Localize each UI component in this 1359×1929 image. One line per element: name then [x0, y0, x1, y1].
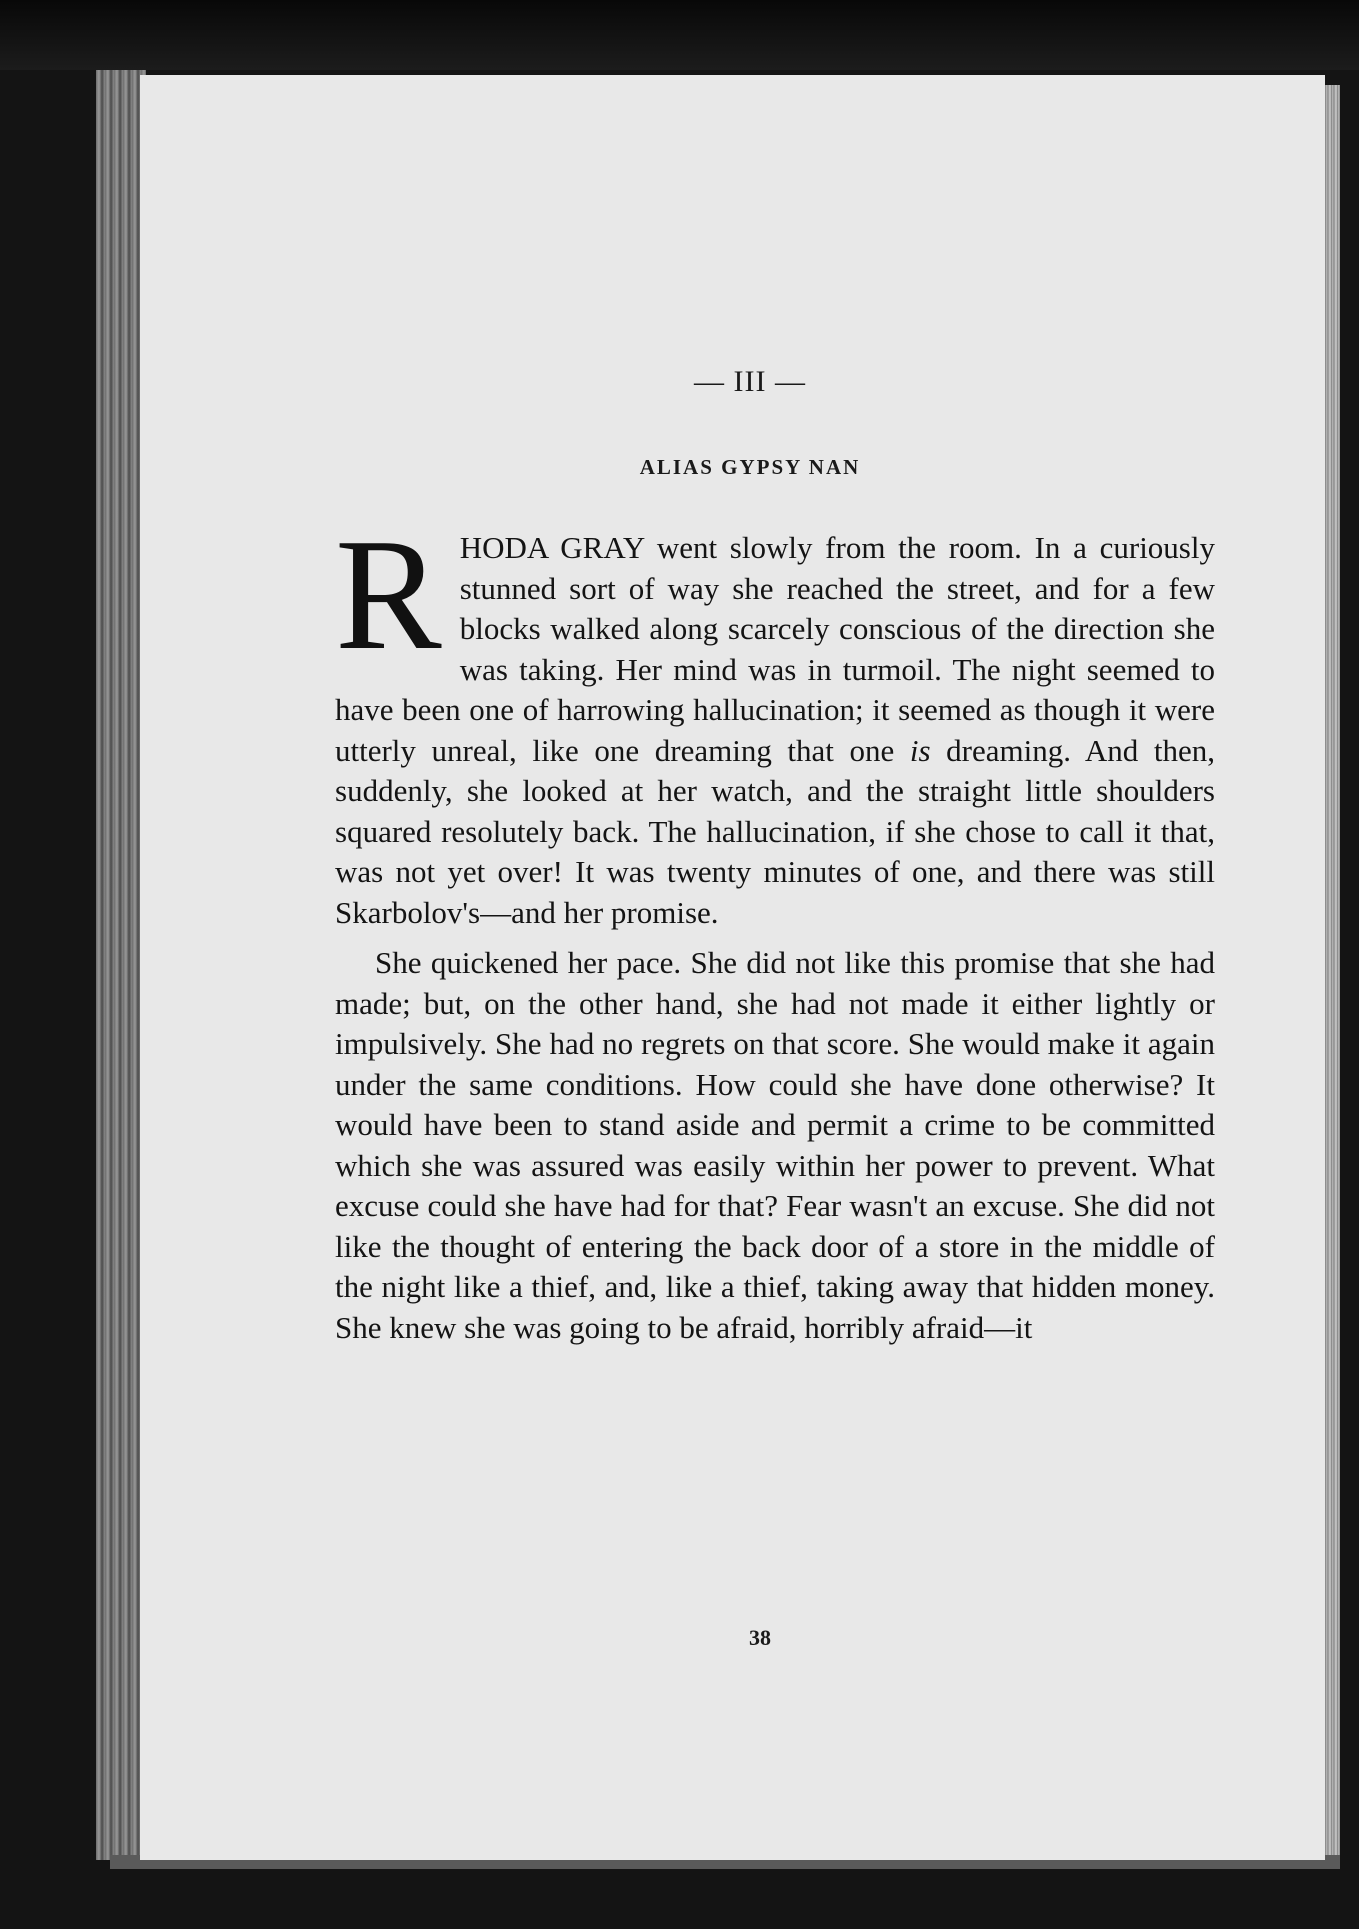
- paragraph-text-continued: dreaming. And then, suddenly, she looked at her watch, and the straight little shoulders squared resolutely back. The hallucination, if she chose to call it that, was not yet over! It was twenty minutes of one, and there was still Skarbolov's—and her promise.: [335, 732, 1215, 930]
- paragraph: [335, 505, 1215, 933]
- lead-in-text: HODA GRAY: [459, 530, 645, 565]
- paragraph: She quickened her pace. She did not like this promise that she had made; but, on the other hand, she had not made it either lightly or impulsively. She had no regrets on that score. She would make it again under the same conditions. How could she have done otherwise? It would have been to stand aside and permit a crime to be committed which she was assured was easily within her power to prevent. What excuse could she have had for that? Fear wasn't an excuse. She did not like the thought of entering the back door of a store in the middle of the night like a thief, and, like a thief, taking away that hidden money. She knew she was going to be afraid, horribly afraid—it: [335, 945, 1215, 1345]
- chapter-number: — III —: [694, 365, 806, 398]
- scan-top-border: [0, 0, 1359, 70]
- page-number: 38: [749, 1625, 771, 1650]
- chapter-body: [335, 505, 1215, 1348]
- paragraph-text: went slowly from the room. In a curiously stunned sort of way she reached the street, and for a few blocks walked along scarcely conscious of the direction she was taking. Her mind was in turmoil. The night seemed to have been one of harrowing hallucination; it seemed as though it were utterly unreal, like one dreaming that one: [335, 530, 1215, 768]
- drop-cap: R: [335, 505, 442, 683]
- chapter-title: ALIAS GYPSY NAN: [639, 455, 861, 479]
- book-spine: [96, 70, 146, 1860]
- emphasis-text: is: [909, 732, 931, 768]
